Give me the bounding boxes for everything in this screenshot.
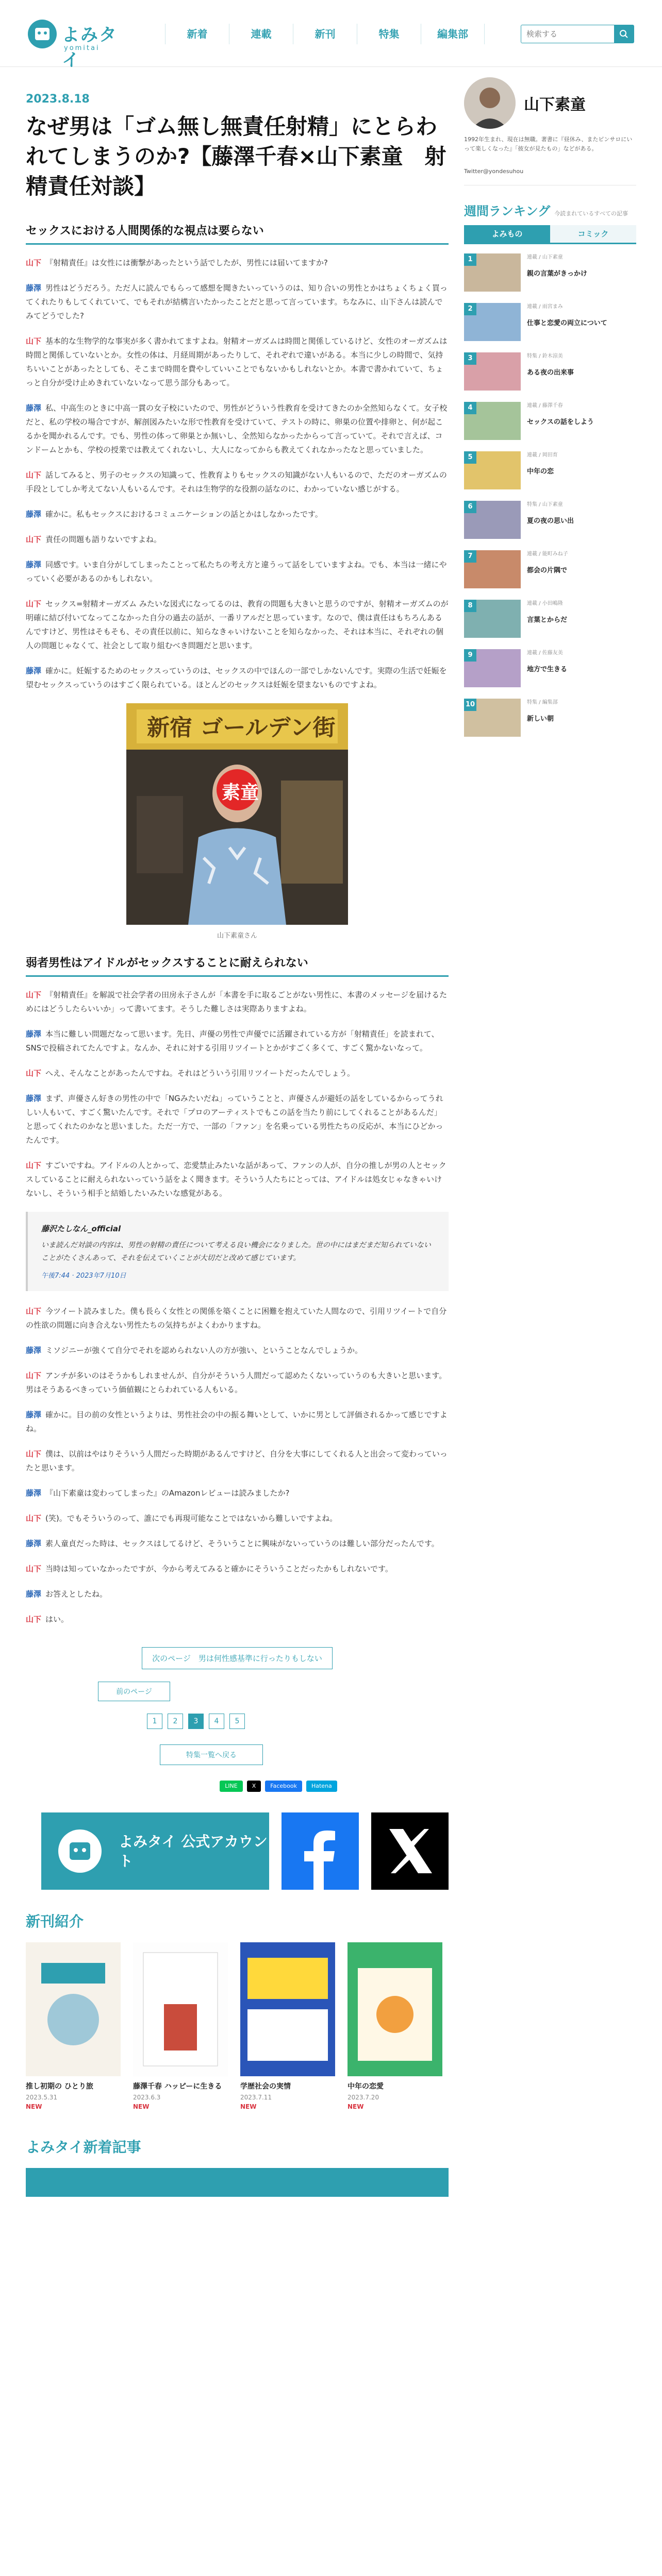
- nav-books[interactable]: 新刊: [293, 24, 357, 44]
- ranking-meta: 連載 / 雨宮まみ: [527, 304, 563, 310]
- speaker-label: 藤澤: [26, 1410, 42, 1419]
- paragraph-text: 確かに。私もセックスにおけるコミュニケーションの話とかはしなかったです。: [45, 510, 323, 519]
- dialogue-paragraph: [26, 281, 449, 323]
- facebook-icon: [282, 1812, 359, 1890]
- official-account-banner[interactable]: [41, 1812, 269, 1890]
- new-books-title: 新刊紹介: [26, 1913, 84, 1930]
- book-cover: [26, 1942, 121, 2076]
- ranking-number: 8: [464, 600, 476, 612]
- x-link[interactable]: [371, 1812, 449, 1890]
- ranking-meta: 連載 / 藤澤千春: [527, 403, 563, 409]
- speaker-label: 山下: [26, 990, 42, 999]
- share-x-button[interactable]: X: [247, 1781, 261, 1792]
- dialogue-paragraph: [26, 1344, 449, 1358]
- paragraph-text: ミソジニーが強くて自分でそれを認められない人の方が強い、ということなんでしょうか。: [45, 1346, 363, 1355]
- paragraph-text: 私、中高生のときに中高一貫の女子校にいたので、男性がどういう性教育を受けてきたのか全然知らなくて。女子校だと、私の学校の場合ですが、解剖図みたいな形で性教育を受けていて、テストの時に、卵巣の位置や排卵と、何が起こるかを聞かれるんです。でも、男性の体って卵巣とか無いし、全然知らなかったからって言っていて。それで言えば、コンドームとかも、学校の授業では教えてくれないし、大人になってからも教えてくれなかったなと思っていました。: [26, 403, 448, 454]
- dialogue-paragraph: [26, 1304, 449, 1332]
- share-line-button[interactable]: LINE: [220, 1781, 243, 1792]
- tab-articles[interactable]: よみもの: [464, 225, 550, 243]
- ranking-title: 週間ランキング: [464, 204, 551, 218]
- book-cover: [240, 1942, 335, 2076]
- ranking-meta: 連載 / 岡田育: [527, 452, 558, 458]
- prev-page-link[interactable]: 前のページ: [98, 1682, 170, 1701]
- new-badge: NEW: [240, 2103, 257, 2110]
- ranking-meta: 特集 / 山下素童: [527, 502, 563, 507]
- dialogue-paragraph: [26, 1066, 449, 1080]
- paragraph-text: 確かに。目の前の女性というよりは、男性社会の中の振る舞いとして、いかに男として評価されるかって感じですよね。: [26, 1410, 448, 1433]
- paragraph-text: 本当に難しい問題だなって思います。先日、声優の男性で声優でに活躍されている方が「射精責任」を読まれて、SNSで投稿されてたんですよ。なんか、それに対する引用リツイートとかがすごく多くて、すごく驚かないなって。: [26, 1029, 439, 1053]
- speaker-label: 山下: [26, 1161, 42, 1170]
- speaker-label: 藤澤: [26, 1488, 42, 1498]
- ranking-thumbnail: [464, 600, 521, 638]
- logo-subtext: yomitai: [64, 44, 100, 52]
- nav-new[interactable]: 新着: [165, 24, 229, 44]
- site-header: [0, 0, 662, 71]
- ranking-number: 1: [464, 253, 476, 266]
- ranking-meta: 連載 / 山下素童: [527, 255, 563, 260]
- dialogue-paragraph: [26, 558, 449, 586]
- paragraph-text: へえ、そんなことがあったんですね。それはどういう引用リツイートだったんでしょう。: [45, 1069, 355, 1078]
- dialogue-paragraph: [26, 1587, 449, 1601]
- article: [26, 93, 449, 2197]
- svg-text:新宿 ゴールデン街: 新宿 ゴールデン街: [147, 715, 336, 741]
- logo-mark-icon: [26, 18, 59, 50]
- next-page-link[interactable]: 次のページ 男は何性感基準に行ったりもしない: [142, 1647, 333, 1669]
- book-item[interactable]: [26, 1942, 121, 2110]
- search-button[interactable]: [614, 25, 634, 43]
- ranking-title-text: 仕事と恋愛の両立について: [527, 319, 607, 327]
- speaker-label: 山下: [26, 336, 42, 346]
- speaker-label: 藤澤: [26, 1346, 42, 1355]
- paragraph-text: 今ツイート読みました。僕も長らく女性との関係を築くことに困難を抱えていた人間なので、引用リツイートで自分の性欲の問題に向き合えない男性たちの気持ちがよくわかりますね。: [26, 1307, 447, 1330]
- dialogue-paragraph: [26, 1562, 449, 1576]
- book-date: 2023.5.31: [26, 2094, 58, 2101]
- share-buttons: [108, 1781, 449, 1792]
- new-badge: NEW: [347, 2103, 364, 2110]
- dialogue-paragraph: [26, 988, 449, 1016]
- ranking-item[interactable]: [464, 649, 636, 689]
- sidebar: [464, 77, 636, 748]
- article-date: 2023.8.18: [26, 93, 90, 106]
- back-to-list-link[interactable]: 特集一覧へ戻る: [160, 1744, 263, 1765]
- dialogue-paragraph: [26, 401, 449, 457]
- speaker-label: 藤澤: [26, 666, 42, 675]
- dialogue-paragraph: [26, 533, 449, 547]
- paragraph-text: 『山下素童は変わってしまった』のAmazonレビューは読みましたか?: [45, 1488, 290, 1498]
- ranking-number: 10: [464, 699, 476, 711]
- paragraph-text: セックス=射精オーガズム みたいな図式になってるのは、教育の問題も大きいと思うのですが、射精オーガズムのが明確に結び付いてなってこなかった自分の過去の話が、一番リアルだと思っています。なので、僕は責任はもちろんあるんですけど、男性はそもそも、その責任以前に、知らなきゃいけないことを知らなかった、それは本当に、それぞれの個人の問題じゃなくて、社会として取り組むべき問題だと思います。: [26, 599, 449, 650]
- nav-serial[interactable]: 連載: [229, 24, 293, 44]
- ranking-title-text: ある夜の出来事: [527, 369, 574, 377]
- search-input[interactable]: [521, 25, 614, 43]
- book-date: 2023.7.11: [240, 2094, 272, 2101]
- book-item[interactable]: [133, 1942, 228, 2110]
- ranking-thumbnail: [464, 451, 521, 489]
- book-title: 推し初期の ひとり旅: [26, 2082, 93, 2091]
- main-nav: [165, 24, 485, 44]
- paragraph-text: 『射精責任』を解説で社会学者の田房永子さんが「本書を手に取るごとがない男性に、本書のメッセージを届けるためにはどうしたらいいか」って書いてます。そうした難しさは実際ありますよね。: [26, 990, 448, 1013]
- social-accounts: [41, 1812, 449, 1890]
- dialogue-paragraph: [26, 1408, 449, 1436]
- book-date: 2023.7.20: [347, 2094, 379, 2101]
- paragraph-text: 僕は、以前はやはりそういう人間だった時期があるんですけど、自分を大事にしてくれる人と出会って変わっていったと思います。: [26, 1449, 448, 1472]
- ranking-title-text: 地方で生きる: [527, 666, 568, 673]
- site-logo[interactable]: [26, 8, 129, 71]
- dialogue-paragraph: [26, 1447, 449, 1475]
- official-account-text: よみタイ 公式アカウント: [119, 1833, 268, 1870]
- speaker-label: 山下: [26, 1069, 42, 1078]
- ranking-item[interactable]: [464, 600, 636, 640]
- ranking-thumbnail: [464, 699, 521, 737]
- dialogue-paragraph: [26, 664, 449, 692]
- speaker-label: 山下: [26, 1307, 42, 1316]
- book-cover: [133, 1942, 228, 2076]
- ranking-list: [464, 253, 636, 739]
- paragraph-text: 男性はどうだろう。ただ人に読んでもらって感想を聞きたいっていうのは、知り合いの男性とかはちょくちょく買ってくれたりもしてくれていて、でもそれが結構言いたかったことだと思って言っています。ちなみに、山下さんは読んでみてどうでした?: [26, 283, 448, 320]
- facebook-link[interactable]: [282, 1812, 359, 1890]
- speaker-label: 山下: [26, 258, 42, 267]
- ranking-number: 4: [464, 402, 476, 414]
- tab-comics[interactable]: コミック: [550, 225, 636, 243]
- ranking-item[interactable]: [464, 699, 636, 739]
- book-date: 2023.6.3: [133, 2094, 161, 2101]
- ranking-thumbnail: [464, 253, 521, 292]
- ranking-number: 5: [464, 451, 476, 464]
- logo-mark-icon: [57, 1828, 103, 1874]
- ranking-title-text: セックスの話をしよう: [527, 418, 594, 426]
- section-title: 弱者男性はアイドルがセックスすることに耐えられない: [26, 954, 449, 977]
- ranking-meta: 連載 / 小田嶋隆: [527, 601, 563, 606]
- paragraph-text: 基本的な生物学的な事実が多く書かれてますよね。射精オーガズムは時間と関係しているけど、女性のオーガズムは時間と関係していないとか。女性の体は、月経周期があったりして、それぞれで違いがある。本当に少しの時間で、気持ちいいことがあったとしても、そこまで時間を費やしていいことでもないかもしれないとか。本書で書かれていて、ちょっと自分が受け止めきれていないなって思う部分もあって。: [26, 336, 448, 387]
- speaker-label: 藤澤: [26, 1094, 42, 1103]
- speaker-label: 山下: [26, 1371, 42, 1380]
- speaker-label: 山下: [26, 1564, 42, 1573]
- page-1[interactable]: 1: [147, 1714, 162, 1729]
- speaker-label: 藤澤: [26, 283, 42, 293]
- ranking-meta: 特集 / 編集部: [527, 700, 558, 705]
- avatar: [464, 77, 516, 129]
- dialogue-paragraph: [26, 1486, 449, 1500]
- share-hatena-button[interactable]: Hatena: [306, 1781, 337, 1792]
- ranking-number: 7: [464, 550, 476, 563]
- ranking-title-text: 親の言葉がきっかけ: [527, 270, 588, 278]
- book-item[interactable]: [347, 1942, 442, 2110]
- search-icon: [619, 29, 628, 39]
- ranking-title-text: 新しい朝: [527, 715, 554, 723]
- speaker-label: 山下: [26, 470, 42, 480]
- x-icon: [371, 1812, 449, 1890]
- photo-image: [126, 703, 348, 925]
- dialogue-paragraph: [26, 334, 449, 390]
- dialogue-paragraph: [26, 468, 449, 496]
- speaker-label: 藤澤: [26, 560, 42, 569]
- section-title: セックスにおける人間関係的な視点は要らない: [26, 222, 449, 245]
- new-badge: NEW: [26, 2103, 42, 2110]
- ranking-meta: 特集 / 鈴木涼美: [527, 353, 563, 359]
- nav-feature[interactable]: 特集: [357, 24, 421, 44]
- ranking-subtitle: 今読まれているすべての記事: [554, 210, 628, 217]
- speaker-label: 藤澤: [26, 1589, 42, 1599]
- dialogue-paragraph: [26, 1369, 449, 1397]
- ranking-thumbnail: [464, 649, 521, 687]
- share-facebook-button[interactable]: Facebook: [265, 1781, 302, 1792]
- paragraph-text: 『射精責任』は女性には衝撃があったという話でしたが、男性には届いてますか?: [45, 258, 328, 267]
- new-badge: NEW: [133, 2103, 150, 2110]
- tweet-body: いま読んだ対談の内容は、男性の射精の責任について考える良い機会になりました。世の中にはまだまだ知られていないことがたくさんあって、それを伝えていくことが大切だと改めて感じています。: [41, 1241, 431, 1262]
- ranking-number: 6: [464, 501, 476, 513]
- paragraph-text: 素人童貞だった時は、セックスはしてるけど、そういうことに興味がないっていうのは難しい部分だったんです。: [45, 1539, 439, 1548]
- article-photo: [126, 703, 348, 940]
- photo-caption: 山下素童さん: [217, 932, 257, 940]
- nav-editorial[interactable]: 編集部: [421, 24, 485, 44]
- dialogue-paragraph: [26, 597, 449, 653]
- latest-articles-bar: [26, 2168, 449, 2197]
- ranking-title-text: 都会の片隅で: [527, 567, 568, 574]
- logo-text: よみタイ: [62, 25, 118, 71]
- pagination: [0, 1714, 449, 1729]
- books-list: [26, 1942, 449, 2110]
- ranking-item[interactable]: [464, 550, 636, 590]
- latest-articles-title: よみタイ新着記事: [26, 2139, 141, 2156]
- paragraph-text: (笑)。でもそういうのって、誰にでも再現可能なことではないから難しいですよね。: [45, 1514, 338, 1523]
- dialogue-paragraph: [26, 1027, 449, 1055]
- ranking-item[interactable]: [464, 253, 636, 294]
- speaker-label: 山下: [26, 1615, 42, 1624]
- photo-illustration: [126, 703, 348, 925]
- ranking-item[interactable]: [464, 402, 636, 442]
- author-profile: [464, 77, 636, 185]
- dialogue-paragraph: [26, 1159, 449, 1200]
- paragraph-group: [26, 988, 449, 1200]
- book-cover: [347, 1942, 442, 2076]
- paragraph-group: [26, 256, 449, 692]
- ranking-meta: 連載 / 能町みね子: [527, 551, 568, 557]
- book-item[interactable]: [240, 1942, 335, 2110]
- svg-text:素童: 素童: [222, 782, 259, 803]
- paragraph-text: 責任の問題も語りないですよね。: [45, 535, 162, 544]
- ranking-thumbnail: [464, 501, 521, 539]
- paragraph-text: 確かに。妊娠するためのセックスっていうのは、セックスの中でほんの一部でしかないんです。実際の生活で妊娠を望むセックスっていうのはすごく限られている。ほとんどのセックスは妊娠を望まないものですよね。: [26, 666, 447, 689]
- page-3[interactable]: 3: [188, 1714, 204, 1729]
- embedded-tweet[interactable]: [26, 1212, 449, 1291]
- speaker-label: 藤澤: [26, 510, 42, 519]
- dialogue-paragraph: [26, 1537, 449, 1551]
- speaker-label: 藤澤: [26, 1029, 42, 1039]
- paragraph-text: 同感です。いま自分がしてしまったことって私たちの考え方と違うって話をしていますよね。でも、本当は一緒にやっていく必要があるのかもしれない。: [26, 560, 447, 583]
- dialogue-paragraph: [26, 256, 449, 270]
- ranking-number: 3: [464, 352, 476, 365]
- tweet-date[interactable]: 午後7:44 · 2023年7月10日: [41, 1272, 126, 1280]
- ranking-thumbnail: [464, 303, 521, 341]
- ranking-thumbnail: [464, 550, 521, 588]
- ranking-title-text: 言葉とからだ: [527, 616, 568, 624]
- ranking-number: 9: [464, 649, 476, 662]
- tweet-author: 藤沢たしなん_official: [41, 1224, 121, 1233]
- paragraph-text: すごいですね。アイドルの人とかって、恋愛禁止みたいな話があって、ファンの人が、自分の推しが男の人とセックスしていることに耐えられないっていう話をよく聞きます。そういう人たちにとっては、アイドルは処女じゃなきゃいけないし、そういう相手と結婚したいみたいな感覚がある。: [26, 1161, 446, 1198]
- dialogue-paragraph: [26, 507, 449, 521]
- paragraph-text: 話してみると、男子のセックスの知識って、性教育よりもセックスの知識がない人もいるので、ただのオーガズムの手段としてしか考えてない人もいるんです。それは生物学的な役割の話なのに、わかっていない感じがする。: [26, 470, 447, 494]
- paragraph-text: アンチが多いのはそうかもしれませんが、自分がそういう人間だって認めたくないっていうのも大きいと思います。男はそうあるべきっていう価値観にとらわれている人もいる。: [26, 1371, 447, 1394]
- ranking-title-text: 中年の恋: [527, 468, 554, 476]
- ranking-thumbnail: [464, 402, 521, 440]
- paragraph-group: [26, 1304, 449, 1626]
- author-twitter[interactable]: Twitter@yondesuhou: [464, 168, 524, 175]
- dialogue-paragraph: [26, 1512, 449, 1526]
- ranking-item[interactable]: [464, 303, 636, 343]
- paragraph-text: お答えとしたね。: [45, 1589, 108, 1599]
- ranking-thumbnail: [464, 352, 521, 391]
- speaker-label: 藤澤: [26, 403, 42, 413]
- speaker-label: 山下: [26, 599, 42, 608]
- page-2[interactable]: 2: [168, 1714, 183, 1729]
- book-title: 藤澤千春 ハッピーに生きる: [133, 2082, 222, 2091]
- book-title: 中年の恋愛: [347, 2082, 384, 2091]
- search-box: [521, 25, 634, 43]
- speaker-label: 山下: [26, 535, 42, 544]
- paragraph-text: 当時は知っていなかったですが、今から考えてみると確かにそういうことだったかもしれないです。: [45, 1564, 393, 1573]
- ranking-header: [464, 201, 636, 219]
- speaker-label: 山下: [26, 1514, 42, 1523]
- author-name: 山下素童: [524, 96, 586, 114]
- ranking-item[interactable]: [464, 501, 636, 541]
- page-4[interactable]: 4: [209, 1714, 224, 1729]
- paragraph-text: はい。: [45, 1615, 69, 1624]
- author-description: 1992年生まれ、現在は無職。著書に『昼休み、またピンサロにいって楽しくなった』「彼女が見たもの」などがある。: [464, 136, 633, 152]
- paragraph-text: まず、声優さん好きの男性の中で「NGみたいだね」っていうことと、声優さんが避妊の話をしているからってうれしい人もいて、すごく驚いたんです。それで「プロのアーティストでもこの話を当たり前にしてくれることがあるんだ」と思ってくれたのかなと思いました。ただ一方で、一部の「ファン」を名乗っている男性たちの反応が、本当にひどかったんです。: [26, 1094, 443, 1145]
- ranking-tabs: [464, 225, 636, 244]
- ranking-meta: 連載 / 佐藤友美: [527, 650, 563, 656]
- ranking-item[interactable]: [464, 352, 636, 393]
- page-5[interactable]: 5: [229, 1714, 245, 1729]
- article-title: なぜ男は「ゴム無し無責任射精」にとらわれてしまうのか?【藤澤千春×山下素童 射精責任対談】: [26, 114, 446, 199]
- dialogue-paragraph: [26, 1092, 449, 1147]
- book-title: 学歴社会の実情: [240, 2082, 291, 2091]
- ranking-title-text: 夏の夜の思い出: [527, 517, 574, 525]
- speaker-label: 藤澤: [26, 1539, 42, 1548]
- dialogue-paragraph: [26, 1613, 449, 1626]
- ranking-item[interactable]: [464, 451, 636, 492]
- speaker-label: 山下: [26, 1449, 42, 1459]
- ranking-number: 2: [464, 303, 476, 315]
